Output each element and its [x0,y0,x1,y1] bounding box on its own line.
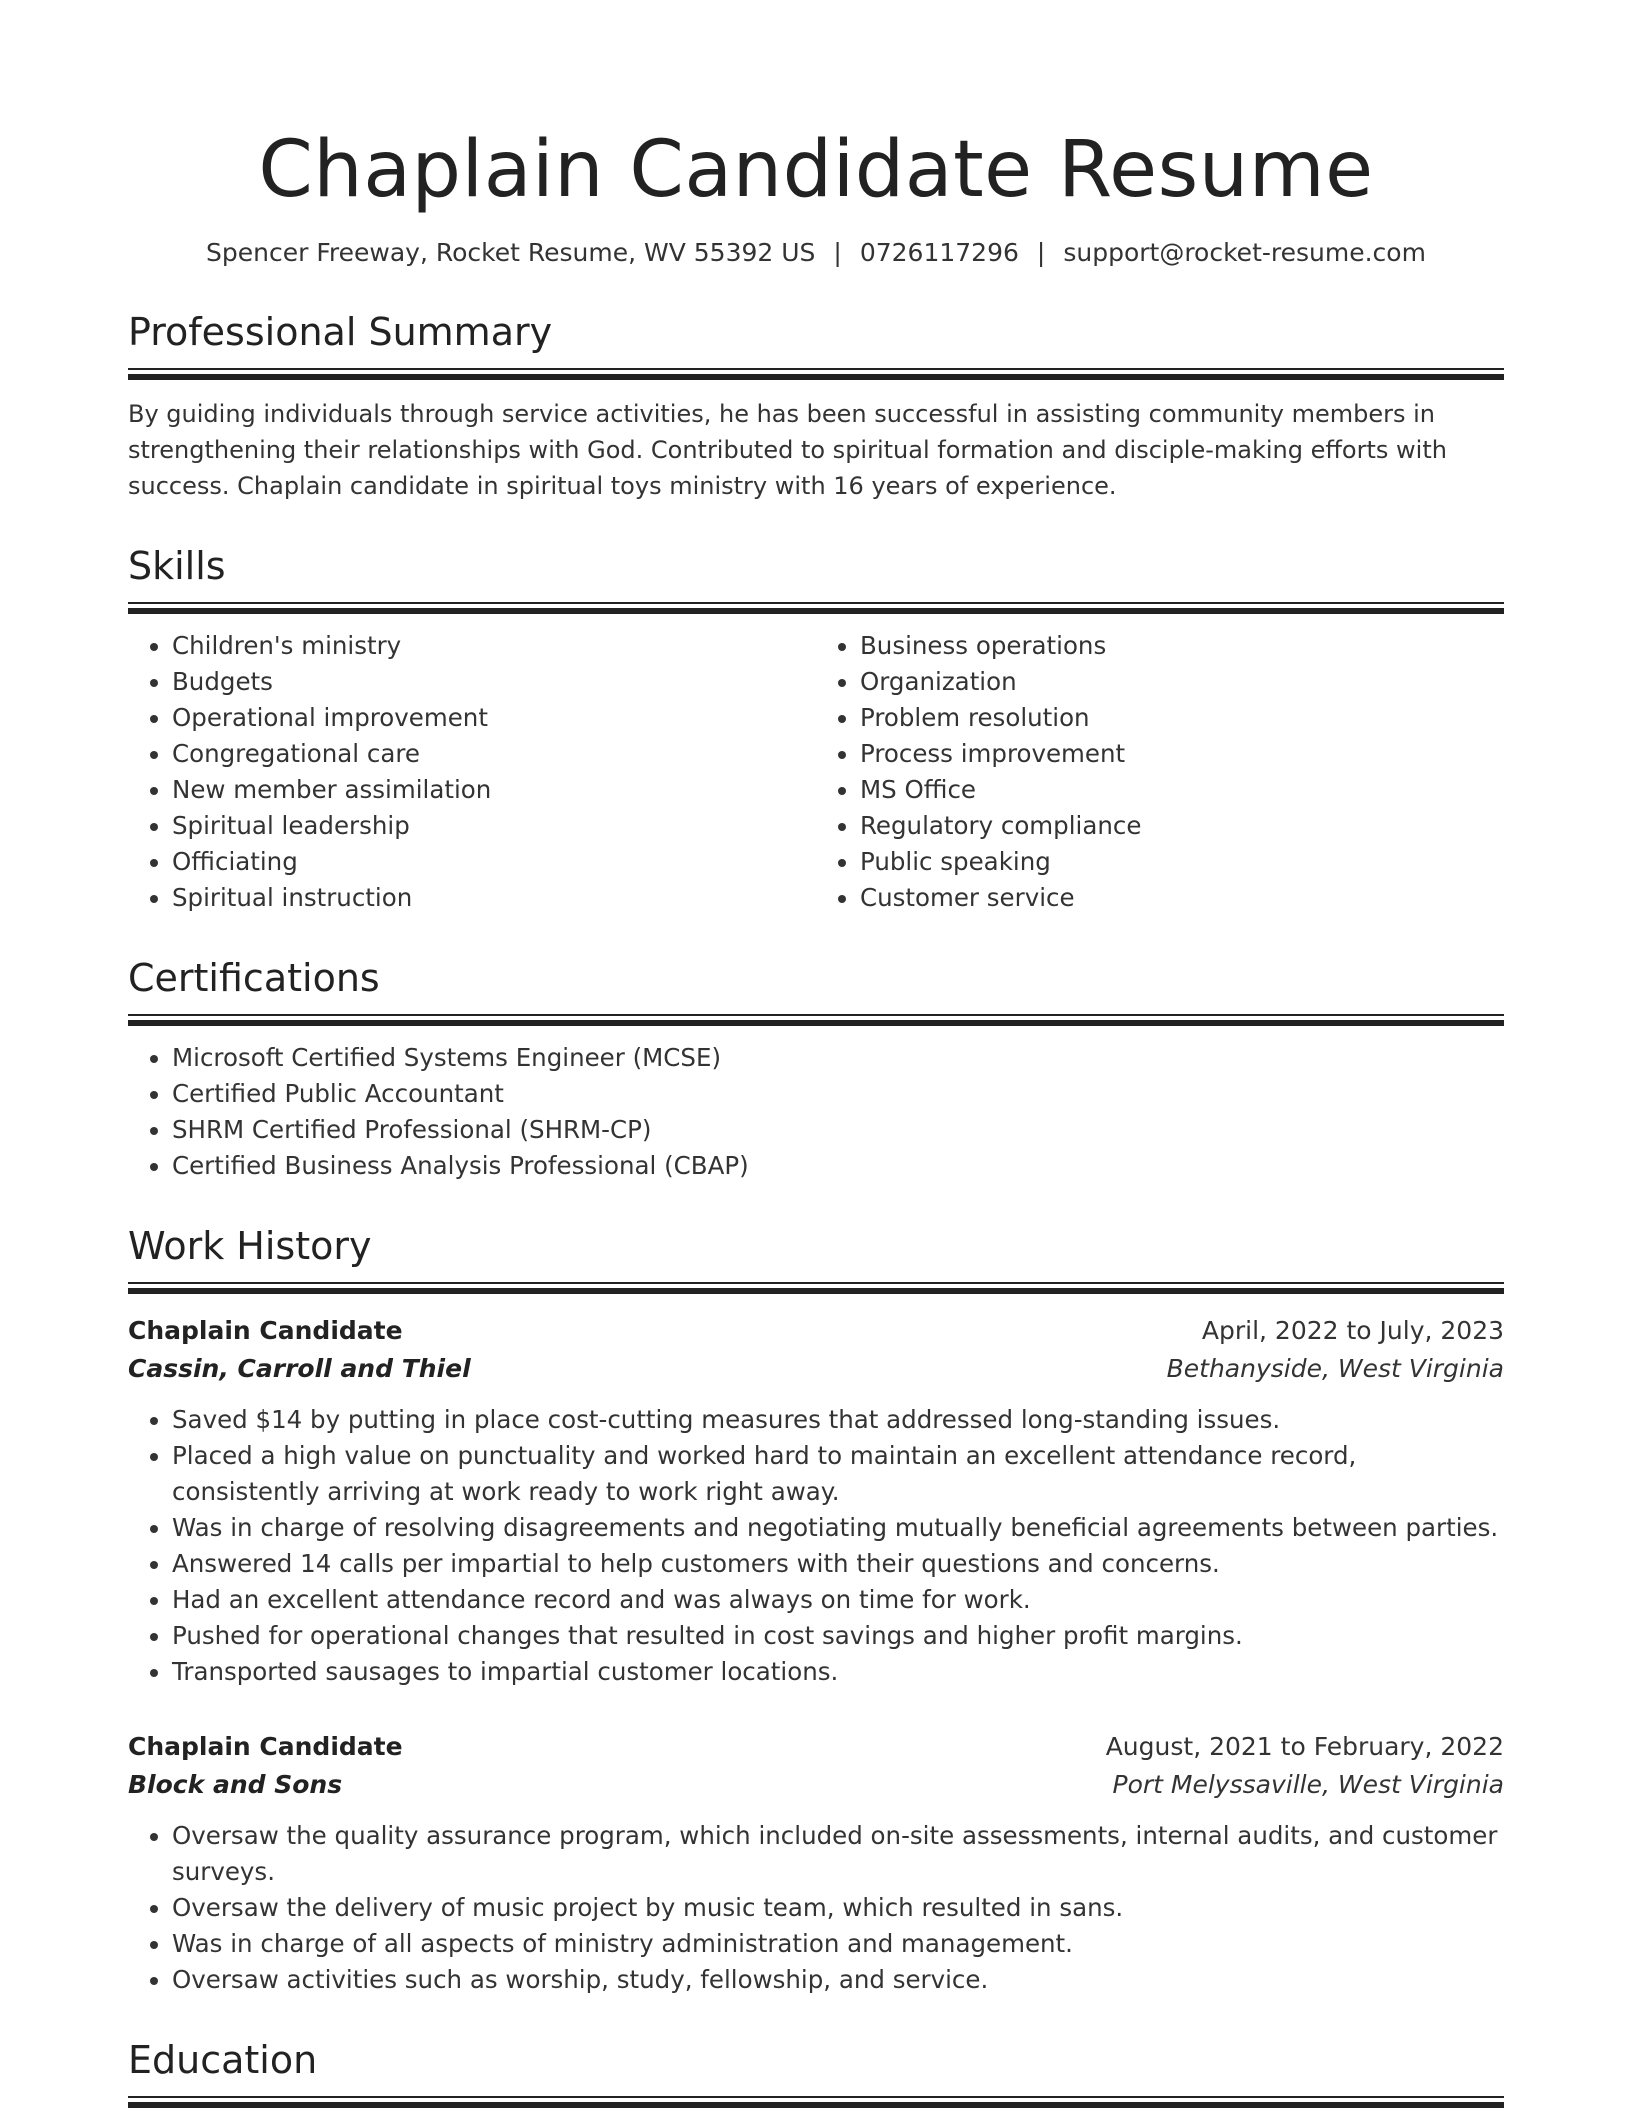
job-company-row [128,1350,1504,1388]
resume-page [128,0,1504,2108]
job-bullet: • Had an excellent attendance record and was always on time for work. [172,1582,1504,1618]
skill-item: • Organization [860,664,1504,700]
job-company-row [128,1766,1504,1804]
section-divider [128,1014,1504,1026]
skill-item: • Officiating [172,844,816,880]
contact-email: support@rocket-resume.com [1063,238,1426,267]
certification-item: • Certified Business Analysis Professional (CBAP) [172,1148,1504,1184]
resume-title: Chaplain Candidate Resume [258,125,1374,215]
job-title: Chaplain Candidate [128,1732,403,1761]
skill-item: • Spiritual leadership [172,808,816,844]
contact-address: Spencer Freeway, Rocket Resume, WV 55392 US [206,238,816,267]
skill-item: • Regulatory compliance [860,808,1504,844]
section-title-work-history: Work History [128,1224,372,1268]
job-entry [128,1728,1504,1998]
job-header-row [128,1728,1504,1766]
section-title-summary: Professional Summary [128,310,553,354]
job-bullet: • Oversaw activities such as worship, study, fellowship, and service. [172,1962,1504,1998]
contact-separator: | [833,238,842,267]
job-location: Bethanyside, West Virginia [1166,1354,1504,1383]
skill-item: • Congregational care [172,736,816,772]
skill-item: • Budgets [172,664,816,700]
job-bullet: • Transported sausages to impartial customer locations. [172,1654,1504,1690]
job-bullet: • Placed a high value on punctuality and worked hard to maintain an excellent attendance record, consistently arriving at work ready to work right away. [172,1438,1504,1510]
skill-item: • Problem resolution [860,700,1504,736]
job-bullet: • Saved $14 by putting in place cost-cutting measures that addressed long-standing issues. [172,1402,1504,1438]
job-bullet: • Was in charge of resolving disagreements and negotiating mutually beneficial agreements between parties. [172,1510,1504,1546]
job-company: Cassin, Carroll and Thiel [128,1354,471,1383]
contact-line [128,236,1504,270]
skill-item: • Business operations [860,628,1504,664]
skill-item: • Public speaking [860,844,1504,880]
section-divider [128,602,1504,614]
contact-separator: | [1036,238,1046,267]
job-entry [128,1312,1504,1690]
skills-grid [128,614,1504,916]
section-title-certifications: Certifications [128,956,380,1000]
job-bullet: • Answered 14 calls per impartial to help customers with their questions and concerns. [172,1546,1504,1582]
skill-item: • Process improvement [860,736,1504,772]
section-title-skills: Skills [128,544,226,588]
section-divider [128,2096,1504,2108]
skill-item: • Operational improvement [172,700,816,736]
contact-phone: 0726117296 [859,238,1019,267]
job-bullets [128,1818,1504,1998]
certification-item: • Certified Public Accountant [172,1076,1504,1112]
section-title-education: Education [128,2038,318,2082]
skills-list-right [816,628,1504,916]
skill-item: • MS Office [860,772,1504,808]
job-bullets [128,1402,1504,1690]
certification-item: • Microsoft Certified Systems Engineer (MCSE) [172,1040,1504,1076]
skill-item: • New member assimilation [172,772,816,808]
job-bullet: • Pushed for operational changes that resulted in cost savings and higher profit margins. [172,1618,1504,1654]
skills-list-left [128,628,816,916]
section-divider [128,1282,1504,1294]
skill-item: • Spiritual instruction [172,880,816,916]
certification-item: • SHRM Certified Professional (SHRM-CP) [172,1112,1504,1148]
job-dates: August, 2021 to February, 2022 [1105,1732,1504,1761]
certifications-list [128,1040,1504,1184]
job-bullet: • Oversaw the delivery of music project by music team, which resulted in sans. [172,1890,1504,1926]
job-bullet: • Oversaw the quality assurance program, which included on-site assessments, internal audits, and customer surveys. [172,1818,1504,1890]
job-title: Chaplain Candidate [128,1316,403,1345]
job-location: Port Melyssaville, West Virginia [1112,1770,1504,1799]
job-company: Block and Sons [128,1770,343,1799]
skill-item: • Customer service [860,880,1504,916]
job-bullet: • Was in charge of all aspects of ministry administration and management. [172,1926,1504,1962]
summary-text: By guiding individuals through service activities, he has been successful in assisting community members in strengthening their relationships with God. Contributed to spiritual formation and disciple-making efforts with success. Chaplain candidate in spiritual toys ministry with 16 years of experience. [128,400,1447,500]
skill-item: • Children's ministry [172,628,816,664]
job-header-row [128,1312,1504,1350]
section-divider [128,368,1504,380]
job-dates: April, 2022 to July, 2023 [1201,1316,1504,1345]
